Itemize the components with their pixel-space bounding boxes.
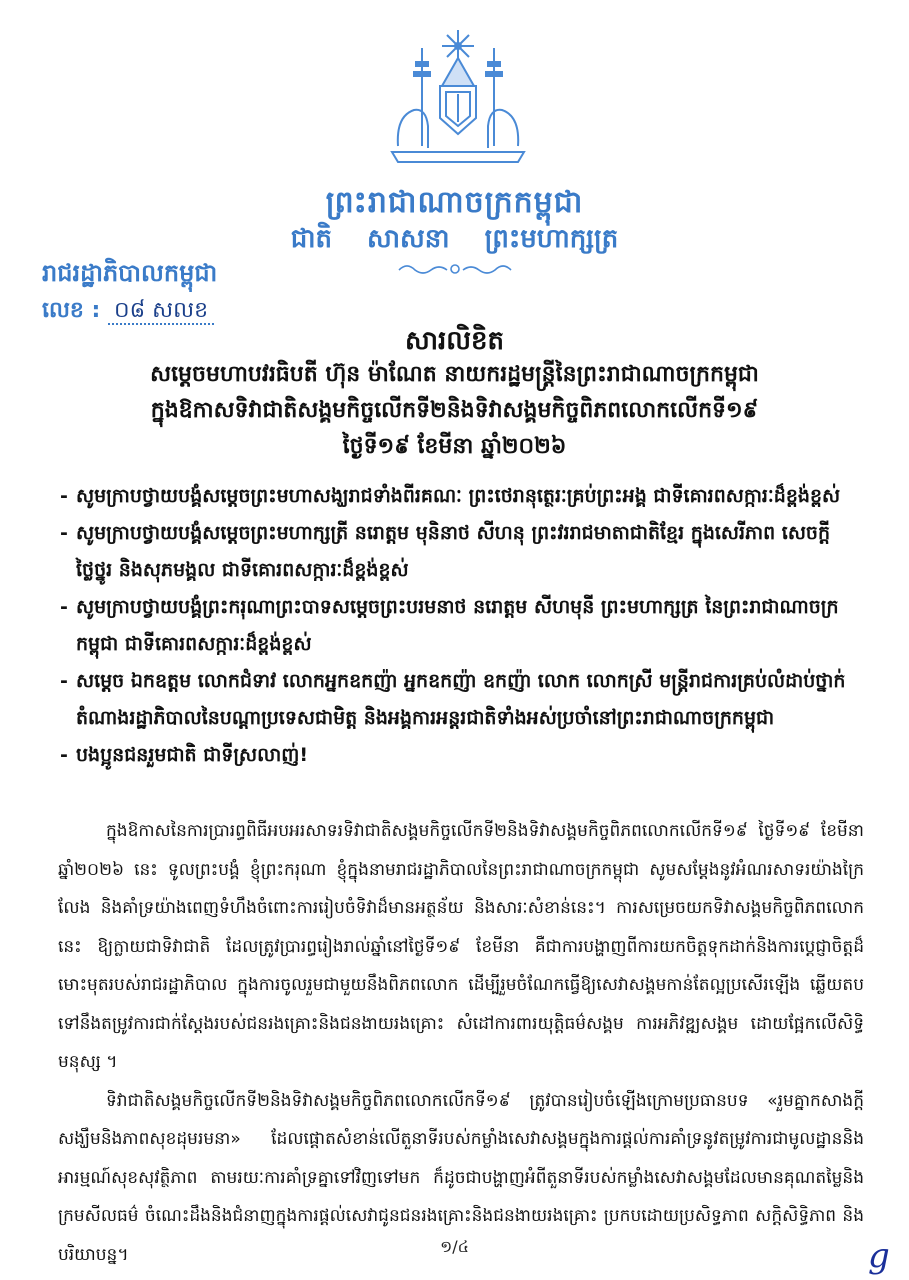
handwritten-initial: g	[868, 1236, 890, 1276]
salutation-item: - សម្ដេច ឯកឧត្ដម លោកជំទាវ លោកអ្នកឧកញ៉ា អ្នកឧកញ៉ា ឧកញ៉ា លោក លោកស្រី មន្ត្រីរាជការគ្រប់លំដាប់ថ្នាក់ តំណាងរដ្ឋាភិបាលនៃបណ្ដាប្រទេសជាមិត្ត និងអង្គការអន្តរជាតិទាំងអស់ប្រចាំនៅព្រះរាជាណាចក្រកម្ពុជា	[60, 670, 846, 729]
letter-body	[58, 812, 864, 1274]
document-author-line: សម្ដេចមហាបវរធិបតី ហ៊ុន ម៉ាណែត នាយករដ្ឋមន្ត្រីនៃព្រះរាជាណាចក្រកម្ពុជា	[150, 362, 759, 387]
document-title: សារលិខិត	[404, 326, 505, 356]
kingdom-title: ព្រះរាជាណាចក្រកម្ពុជា	[325, 185, 584, 220]
body-paragraph: ទិវាជាតិសង្គមកិច្ចលើកទី២និងទិវាសង្គមកិច្ចពិភពលោកលើកទី១៩ ត្រូវបានរៀបចំឡើងក្រោមប្រធានបទ «រួមគ្នាកសាងក្ដីសង្ឃឹមនិងភាពសុខដុមរមនា» ដែលផ្ដោតសំខាន់លើតួនាទីរបស់កម្លាំងសេវាសង្គមក្នុងការផ្ដល់ការគាំទ្រនូវតម្រូវការជាមូលដ្ឋាននិងអារម្មណ៍សុខសុវត្ថិភាព តាមរយៈការគាំទ្រគ្នាទៅវិញទៅមក ក៏ដូចជាបង្ហាញអំពីតួនាទីរបស់កម្លាំងសេវាសង្គមដែលមានគុណតម្លៃនិងក្រមសីលធម៌ ចំណេះដឹងនិងជំនាញក្នុងការផ្ដល់សេវាជូនជនរងគ្រោះនិងជនងាយរងគ្រោះ ប្រកបដោយប្រសិទ្ធភាព សក្តិសិទ្ធិភាព និងបរិយាបន្ន។	[58, 1090, 864, 1265]
salutation-text: សូមក្រាបថ្វាយបង្គំសម្ដេចព្រះមហាសង្ឃរាជទាំងពីរគណៈ ព្រះថេរានុត្ថេរៈគ្រប់ព្រះអង្គ ជាទីគោរពសក្ការៈដ៏ខ្ពង់ខ្ពស់	[76, 485, 841, 507]
body-paragraph: ក្នុងឱកាសនៃការប្រារព្ធពិធីអបអរសាទរទិវាជាតិសង្គមកិច្ចលើកទី២និងទិវាសង្គមកិច្ចពិភពលោកលើកទី១៩ ថ្ងៃទី១៩ ខែមីនា ឆ្នាំ២០២៦ នេះ ទូលព្រះបង្គំ ខ្ញុំព្រះករុណា ខ្ញុំក្នុងនាមរាជរដ្ឋាភិបាលនៃព្រះរាជាណាចក្រកម្ពុជា សូមសម្ដែងនូវអំណរសាទរយ៉ាងក្រៃលែង និងគាំទ្រយ៉ាងពេញទំហឹងចំពោះការរៀបចំទិវាដ៏មានអត្ថន័យ និងសារៈសំខាន់នេះ។ ការសម្រេចយកទិវាសង្គមកិច្ចពិភពលោកនេះ ឱ្យក្លាយជាទិវាជាតិ ដែលត្រូវប្រារព្ធរៀងរាល់ឆ្នាំនៅថ្ងៃទី១៩ ខែមីនា គឺជាការបង្ហាញពីការយកចិត្តទុកដាក់និងការប្ដេជ្ញាចិត្តដ៏មោះមុតរបស់រាជរដ្ឋាភិបាល ក្នុងការចូលរួមជាមួយនឹងពិភពលោក ដើម្បីរួមចំណែកធ្វើឱ្យសេវាសង្គមកាន់តែល្អប្រសើរឡើង ឆ្លើយតបទៅនឹងតម្រូវការជាក់ស្ដែងរបស់ជនរងគ្រោះនិងជនងាយរងគ្រោះ សំដៅការពារយុត្តិធម៌សង្គម ការអភិវឌ្ឍសង្គម ដោយផ្អែកលើសិទ្ធិមនុស្ស ។	[58, 821, 864, 1072]
document-date-line: ថ្ងៃទី១៩ ខែមីនា ឆ្នាំ២០២៦	[342, 434, 567, 459]
ornament-divider-icon	[395, 262, 515, 276]
salutation-text: បងប្អូនជនរួមជាតិ ជាទីស្រលាញ់!	[76, 744, 308, 766]
royal-arms-emblem-icon	[378, 6, 538, 166]
salutation-item: - បងប្អូនជនរួមជាតិ ជាទីស្រលាញ់!	[60, 744, 308, 766]
salutation-list	[60, 478, 860, 774]
salutation-text: សម្ដេច ឯកឧត្ដម លោកជំទាវ លោកអ្នកឧកញ៉ា អ្នកឧកញ៉ា ឧកញ៉ា លោក លោកស្រី មន្ត្រីរាជការគ្រប់លំដាប់ថ្នាក់ តំណាងរដ្ឋាភិបាលនៃបណ្ដាប្រទេសជាមិត្ត និងអង្គការអន្តរជាតិទាំងអស់ប្រចាំនៅព្រះរាជាណាចក្រកម្ពុជា	[76, 670, 846, 729]
salutation-item: - សូមក្រាបថ្វាយបង្គំសម្ដេចព្រះមហាសង្ឃរាជទាំងពីរគណៈ ព្រះថេរានុត្ថេរៈគ្រប់ព្រះអង្គ ជាទីគោរពសក្ការៈដ៏ខ្ពង់ខ្ពស់	[60, 485, 841, 507]
national-motto: ជាតិ សាសនា ព្រះមហាក្សត្រ	[290, 224, 619, 254]
salutation-text: សូមក្រាបថ្វាយបង្គំសម្ដេចព្រះមហាក្សត្រី នរោត្តម មុនិនាថ សីហនុ ព្រះវររាជមាតាជាតិខ្មែរ ក្នុងសេរីភាព សេចក្ដីថ្លៃថ្នូរ និងសុភមង្គល ជាទីគោរពសក្ការៈដ៏ខ្ពង់ខ្ពស់	[76, 522, 831, 581]
document-occasion-line: ក្នុងឱកាសទិវាជាតិសង្គមកិច្ចលើកទី២និងទិវាសង្គមកិច្ចពិភពលោកលើកទី១៩	[150, 398, 759, 423]
page-number: ១/៤	[440, 1237, 469, 1256]
reference-value: ០៨ សលខ	[108, 298, 214, 325]
salutation-text: សូមក្រាបថ្វាយបង្គំព្រះករុណាព្រះបាទសម្ដេចព្រះបរមនាថ នរោត្តម សីហមុនី ព្រះមហាក្សត្រ នៃព្រះរាជាណាចក្រកម្ពុជា ជាទីគោរពសក្ការៈដ៏ខ្ពង់ខ្ពស់	[76, 596, 839, 655]
salutation-item: - សូមក្រាបថ្វាយបង្គំព្រះករុណាព្រះបាទសម្ដេចព្រះបរមនាថ នរោត្តម សីហមុនី ព្រះមហាក្សត្រ នៃព្រះរាជាណាចក្រកម្ពុជា ជាទីគោរពសក្ការៈដ៏ខ្ពង់ខ្ពស់	[60, 596, 839, 655]
salutation-item: - សូមក្រាបថ្វាយបង្គំសម្ដេចព្រះមហាក្សត្រី នរោត្តម មុនិនាថ សីហនុ ព្រះវររាជមាតាជាតិខ្មែរ ក្នុងសេរីភាព សេចក្ដីថ្លៃថ្នូរ និងសុភមង្គល ជាទីគោរពសក្ការៈដ៏ខ្ពង់ខ្ពស់	[60, 522, 831, 581]
government-name: រាជរដ្ឋាភិបាលកម្ពុជា	[42, 259, 218, 287]
reference-label: លេខ :	[42, 298, 101, 323]
